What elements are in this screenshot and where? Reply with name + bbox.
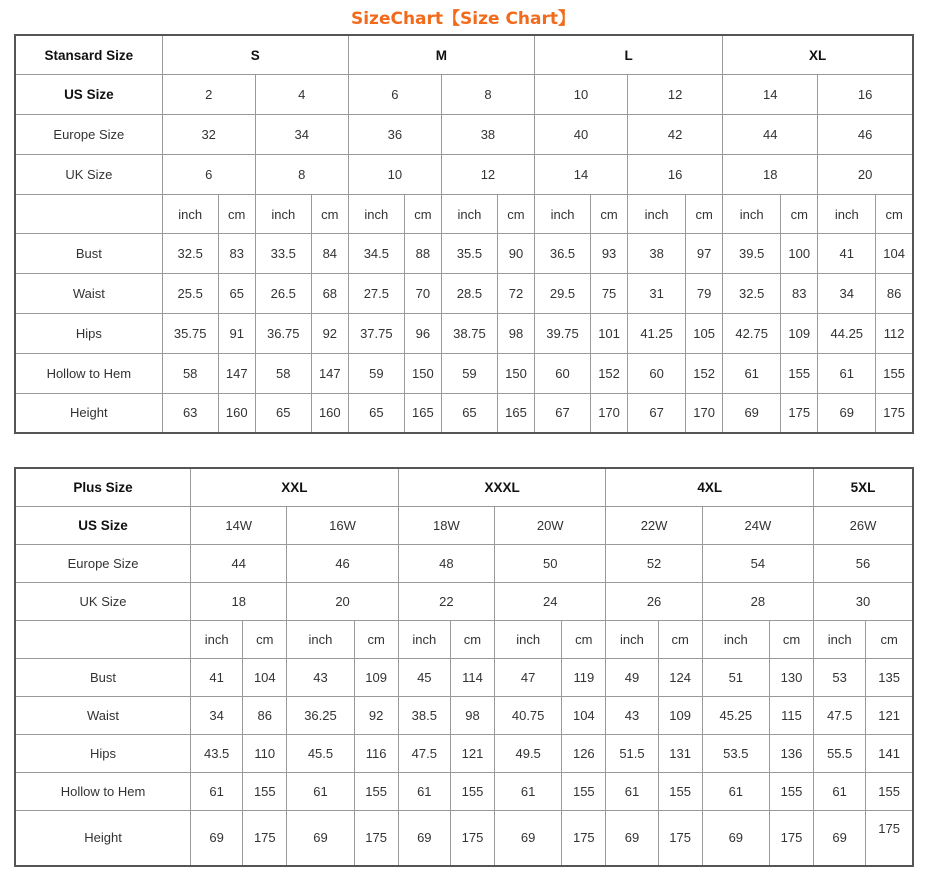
value-cell: 47.5 [814, 696, 866, 734]
uk-size-cell: 16 [628, 154, 723, 194]
value-cell: 112 [876, 314, 913, 354]
value-cell: 93 [591, 234, 628, 274]
uk-size-cell: 8 [255, 154, 348, 194]
uk-size-cell: 12 [441, 154, 534, 194]
value-cell: 98 [450, 696, 494, 734]
value-cell: 69 [287, 810, 354, 866]
us-size-cell: 24W [702, 506, 813, 544]
unit-inch: inch [441, 194, 497, 234]
value-cell: 109 [658, 696, 702, 734]
us-size-cell: 6 [348, 75, 441, 115]
value-cell: 69 [818, 393, 876, 433]
value-cell: 155 [866, 772, 913, 810]
row-label: US Size [15, 506, 191, 544]
europe-size-cell: 32 [162, 115, 255, 155]
us-size-cell: 10 [534, 75, 627, 115]
uk-size-cell: 24 [495, 582, 606, 620]
standard-size-table [14, 34, 914, 434]
value-cell: 155 [658, 772, 702, 810]
value-cell: 98 [497, 314, 534, 354]
value-cell: 61 [398, 772, 450, 810]
value-cell: 36.5 [534, 234, 590, 274]
value-cell: 101 [591, 314, 628, 354]
value-cell: 160 [218, 393, 255, 433]
value-cell: 38 [628, 234, 686, 274]
value-cell: 34.5 [348, 234, 404, 274]
row-label: Waist [15, 696, 191, 734]
us-size-cell: 22W [606, 506, 702, 544]
value-cell [866, 810, 913, 866]
value-cell: 35.5 [441, 234, 497, 274]
value-cell: 155 [769, 772, 813, 810]
uk-size-cell: 28 [702, 582, 813, 620]
europe-size-cell: 46 [818, 115, 913, 155]
value-cell: 69 [495, 810, 562, 866]
value-cell: 75 [591, 274, 628, 314]
value-cell: 155 [876, 353, 913, 393]
value-cell: 59 [348, 353, 404, 393]
hips-row [15, 314, 913, 354]
value-cell: 65 [348, 393, 404, 433]
value-cell: 51.5 [606, 734, 658, 772]
value-cell: 115 [769, 696, 813, 734]
value-cell: 96 [404, 314, 441, 354]
value-cell: 121 [450, 734, 494, 772]
value-cell: 175 [450, 810, 494, 866]
value-cell: 152 [591, 353, 628, 393]
unit-inch: inch [628, 194, 686, 234]
us-size-cell: 2 [162, 75, 255, 115]
row-label: Waist [15, 274, 162, 314]
value-cell: 69 [606, 810, 658, 866]
unit-inch: inch [723, 194, 781, 234]
europe-size-cell: 42 [628, 115, 723, 155]
value-cell: 91 [218, 314, 255, 354]
value-cell: 126 [562, 734, 606, 772]
value-cell: 69 [398, 810, 450, 866]
uk-size-cell: 18 [723, 154, 818, 194]
value-cell: 32.5 [162, 234, 218, 274]
value-cell: 59 [441, 353, 497, 393]
value-cell: 37.75 [348, 314, 404, 354]
value-cell: 67 [534, 393, 590, 433]
value-cell: 43 [606, 696, 658, 734]
unit-cm: cm [311, 194, 348, 234]
unit-row [15, 620, 913, 658]
unit-cm: cm [866, 620, 913, 658]
unit-inch: inch [255, 194, 311, 234]
value-cell: 175 [243, 810, 287, 866]
size-group-xxl: XXL [191, 468, 399, 506]
value-cell: 92 [311, 314, 348, 354]
size-group-m: M [348, 35, 534, 75]
value-cell: 61 [818, 353, 876, 393]
unit-inch: inch [534, 194, 590, 234]
value-cell: 136 [769, 734, 813, 772]
europe-size-cell: 34 [255, 115, 348, 155]
uk-size-cell: 14 [534, 154, 627, 194]
value-cell: 36.25 [287, 696, 354, 734]
us-size-row [15, 75, 913, 115]
value-cell: 147 [218, 353, 255, 393]
value-cell: 43.5 [191, 734, 243, 772]
unit-cm: cm [686, 194, 723, 234]
uk-size-cell: 26 [606, 582, 702, 620]
row-label: Europe Size [15, 115, 162, 155]
value-cell: 31 [628, 274, 686, 314]
value-text: 175 [878, 821, 900, 837]
value-cell: 26.5 [255, 274, 311, 314]
size-group-4xl: 4XL [606, 468, 814, 506]
value-cell: 119 [562, 658, 606, 696]
value-cell: 175 [562, 810, 606, 866]
value-cell: 47.5 [398, 734, 450, 772]
europe-size-cell: 46 [287, 544, 398, 582]
row-label: Height [15, 810, 191, 866]
value-cell: 41 [818, 234, 876, 274]
value-cell: 150 [497, 353, 534, 393]
value-cell: 35.75 [162, 314, 218, 354]
value-cell: 105 [686, 314, 723, 354]
value-cell: 160 [311, 393, 348, 433]
value-cell: 79 [686, 274, 723, 314]
value-cell: 69 [814, 810, 866, 866]
value-cell: 100 [781, 234, 818, 274]
value-cell: 60 [628, 353, 686, 393]
value-cell: 130 [769, 658, 813, 696]
value-cell: 67 [628, 393, 686, 433]
unit-inch: inch [495, 620, 562, 658]
us-size-cell: 20W [495, 506, 606, 544]
value-cell: 83 [781, 274, 818, 314]
row-label-empty [15, 194, 162, 234]
value-cell: 170 [686, 393, 723, 433]
value-cell: 25.5 [162, 274, 218, 314]
europe-size-row [15, 115, 913, 155]
value-cell: 44.25 [818, 314, 876, 354]
value-cell: 68 [311, 274, 348, 314]
uk-size-row [15, 154, 913, 194]
value-cell: 155 [781, 353, 818, 393]
row-label: Hollow to Hem [15, 353, 162, 393]
size-group-5xl: 5XL [814, 468, 913, 506]
value-cell: 27.5 [348, 274, 404, 314]
europe-size-cell: 40 [534, 115, 627, 155]
table-header-label: Stansard Size [15, 35, 162, 75]
value-cell: 39.5 [723, 234, 781, 274]
value-cell: 53 [814, 658, 866, 696]
value-cell: 41.25 [628, 314, 686, 354]
value-cell: 60 [534, 353, 590, 393]
europe-size-cell: 44 [191, 544, 287, 582]
value-cell: 121 [866, 696, 913, 734]
unit-cm: cm [404, 194, 441, 234]
value-cell: 88 [404, 234, 441, 274]
size-group-s: S [162, 35, 348, 75]
value-cell: 34 [818, 274, 876, 314]
row-label: Hollow to Hem [15, 772, 191, 810]
value-cell: 58 [162, 353, 218, 393]
value-cell: 47 [495, 658, 562, 696]
value-cell: 49 [606, 658, 658, 696]
value-cell: 141 [866, 734, 913, 772]
value-cell: 34 [191, 696, 243, 734]
uk-size-cell: 10 [348, 154, 441, 194]
value-cell: 165 [404, 393, 441, 433]
value-cell: 65 [255, 393, 311, 433]
value-cell: 175 [781, 393, 818, 433]
value-cell: 65 [218, 274, 255, 314]
us-size-cell: 16W [287, 506, 398, 544]
value-cell: 69 [723, 393, 781, 433]
us-size-row [15, 506, 913, 544]
unit-inch: inch [191, 620, 243, 658]
value-cell: 135 [866, 658, 913, 696]
size-group-xl: XL [723, 35, 913, 75]
unit-inch: inch [814, 620, 866, 658]
europe-size-cell: 36 [348, 115, 441, 155]
uk-size-cell: 18 [191, 582, 287, 620]
value-cell: 124 [658, 658, 702, 696]
uk-size-row [15, 582, 913, 620]
row-label: Height [15, 393, 162, 433]
size-group-row [15, 35, 913, 75]
row-label: Hips [15, 314, 162, 354]
value-cell: 175 [769, 810, 813, 866]
size-group-xxxl: XXXL [398, 468, 606, 506]
value-cell: 131 [658, 734, 702, 772]
unit-cm: cm [876, 194, 913, 234]
size-group-row [15, 468, 913, 506]
value-cell: 49.5 [495, 734, 562, 772]
us-size-cell: 8 [441, 75, 534, 115]
value-cell: 109 [781, 314, 818, 354]
unit-inch: inch [606, 620, 658, 658]
bust-row [15, 658, 913, 696]
value-cell: 72 [497, 274, 534, 314]
plus-size-table [14, 467, 914, 867]
value-cell: 110 [243, 734, 287, 772]
unit-cm: cm [658, 620, 702, 658]
value-cell: 69 [702, 810, 769, 866]
value-cell: 97 [686, 234, 723, 274]
size-group-l: L [534, 35, 722, 75]
unit-cm: cm [450, 620, 494, 658]
value-cell: 70 [404, 274, 441, 314]
value-cell: 40.75 [495, 696, 562, 734]
row-label: Europe Size [15, 544, 191, 582]
value-cell: 86 [243, 696, 287, 734]
hollow-to-hem-row [15, 772, 913, 810]
hips-row [15, 734, 913, 772]
value-cell: 42.75 [723, 314, 781, 354]
unit-cm: cm [562, 620, 606, 658]
height-row [15, 810, 913, 866]
waist-row [15, 274, 913, 314]
unit-inch: inch [818, 194, 876, 234]
value-cell: 36.75 [255, 314, 311, 354]
unit-cm: cm [497, 194, 534, 234]
value-cell: 69 [191, 810, 243, 866]
value-cell: 152 [686, 353, 723, 393]
europe-size-cell: 38 [441, 115, 534, 155]
us-size-cell: 16 [818, 75, 913, 115]
value-cell: 65 [441, 393, 497, 433]
value-cell: 150 [404, 353, 441, 393]
value-cell: 61 [606, 772, 658, 810]
uk-size-cell: 6 [162, 154, 255, 194]
unit-inch: inch [348, 194, 404, 234]
value-cell: 155 [354, 772, 398, 810]
value-cell: 41 [191, 658, 243, 696]
uk-size-cell: 30 [814, 582, 913, 620]
value-cell: 51 [702, 658, 769, 696]
us-size-cell: 12 [628, 75, 723, 115]
europe-size-cell: 56 [814, 544, 913, 582]
europe-size-row [15, 544, 913, 582]
us-size-cell: 4 [255, 75, 348, 115]
hollow-to-hem-row [15, 353, 913, 393]
value-cell: 28.5 [441, 274, 497, 314]
row-label: Bust [15, 658, 191, 696]
table-header-label: Plus Size [15, 468, 191, 506]
row-label: US Size [15, 75, 162, 115]
row-label: UK Size [15, 154, 162, 194]
unit-cm: cm [769, 620, 813, 658]
unit-inch: inch [287, 620, 354, 658]
value-cell: 104 [243, 658, 287, 696]
value-cell: 90 [497, 234, 534, 274]
unit-cm: cm [218, 194, 255, 234]
row-label: UK Size [15, 582, 191, 620]
row-label: Bust [15, 234, 162, 274]
value-cell: 45.5 [287, 734, 354, 772]
waist-row [15, 696, 913, 734]
unit-cm: cm [354, 620, 398, 658]
value-cell: 155 [243, 772, 287, 810]
value-cell: 61 [702, 772, 769, 810]
unit-inch: inch [702, 620, 769, 658]
value-cell: 38.5 [398, 696, 450, 734]
unit-cm: cm [243, 620, 287, 658]
value-cell: 92 [354, 696, 398, 734]
page-title: SizeChart【Size Chart】 [350, 9, 576, 29]
value-cell: 155 [450, 772, 494, 810]
value-cell: 39.75 [534, 314, 590, 354]
value-cell: 155 [562, 772, 606, 810]
value-cell: 104 [876, 234, 913, 274]
value-cell: 175 [354, 810, 398, 866]
value-cell: 175 [876, 393, 913, 433]
europe-size-cell: 52 [606, 544, 702, 582]
value-cell: 114 [450, 658, 494, 696]
value-cell: 61 [814, 772, 866, 810]
value-cell: 63 [162, 393, 218, 433]
us-size-cell: 14 [723, 75, 818, 115]
value-cell: 104 [562, 696, 606, 734]
value-cell: 61 [191, 772, 243, 810]
row-label: Hips [15, 734, 191, 772]
value-cell: 53.5 [702, 734, 769, 772]
value-cell: 170 [591, 393, 628, 433]
value-cell: 45 [398, 658, 450, 696]
unit-inch: inch [398, 620, 450, 658]
value-cell: 165 [497, 393, 534, 433]
value-cell: 29.5 [534, 274, 590, 314]
us-size-cell: 26W [814, 506, 913, 544]
height-row [15, 393, 913, 433]
value-cell: 61 [495, 772, 562, 810]
bust-row [15, 234, 913, 274]
value-cell: 109 [354, 658, 398, 696]
value-cell: 55.5 [814, 734, 866, 772]
value-cell: 43 [287, 658, 354, 696]
unit-row [15, 194, 913, 234]
value-cell: 45.25 [702, 696, 769, 734]
value-cell: 61 [287, 772, 354, 810]
value-cell: 58 [255, 353, 311, 393]
value-cell: 33.5 [255, 234, 311, 274]
value-cell: 83 [218, 234, 255, 274]
value-cell: 86 [876, 274, 913, 314]
europe-size-cell: 48 [398, 544, 494, 582]
uk-size-cell: 22 [398, 582, 494, 620]
europe-size-cell: 44 [723, 115, 818, 155]
us-size-cell: 14W [191, 506, 287, 544]
us-size-cell: 18W [398, 506, 494, 544]
value-cell: 175 [658, 810, 702, 866]
value-cell: 147 [311, 353, 348, 393]
unit-cm: cm [591, 194, 628, 234]
uk-size-cell: 20 [287, 582, 398, 620]
row-label-empty [15, 620, 191, 658]
value-cell: 116 [354, 734, 398, 772]
value-cell: 84 [311, 234, 348, 274]
unit-cm: cm [781, 194, 818, 234]
value-cell: 32.5 [723, 274, 781, 314]
uk-size-cell: 20 [818, 154, 913, 194]
value-cell: 38.75 [441, 314, 497, 354]
unit-inch: inch [162, 194, 218, 234]
europe-size-cell: 50 [495, 544, 606, 582]
europe-size-cell: 54 [702, 544, 813, 582]
value-cell: 61 [723, 353, 781, 393]
